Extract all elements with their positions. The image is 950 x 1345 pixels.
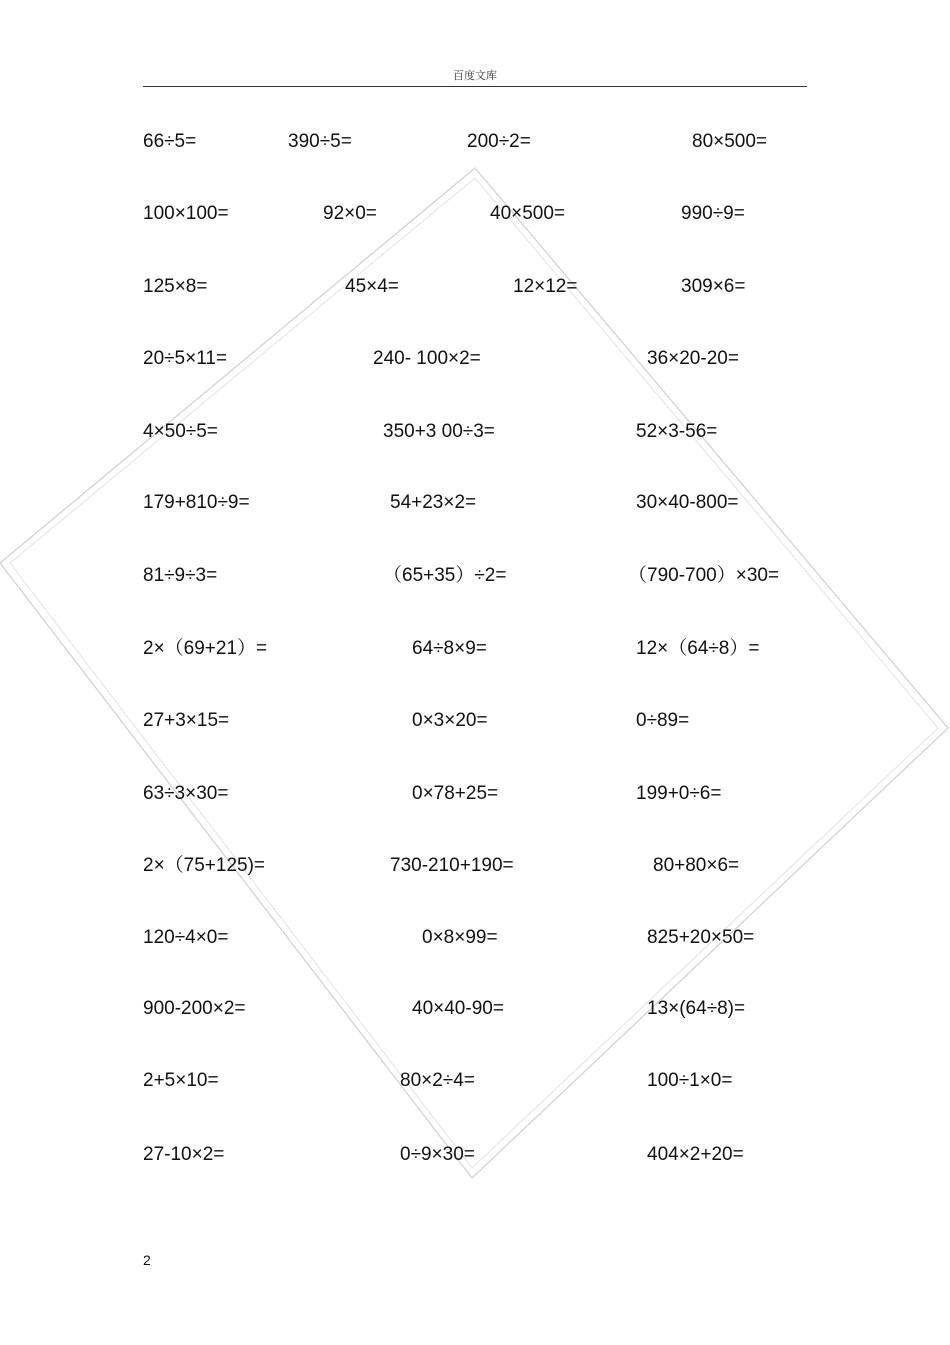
math-problem: 179+810÷9=: [143, 492, 250, 513]
math-problem: 2+5×10=: [143, 1070, 219, 1091]
math-problem: 0÷89=: [636, 710, 690, 731]
page-number: 2: [143, 1252, 151, 1268]
math-problem: 390÷5=: [288, 131, 352, 152]
math-problem: 27-10×2=: [143, 1144, 225, 1165]
math-problem: （65+35）÷2=: [383, 565, 507, 586]
math-problem: 64÷8×9=: [412, 638, 487, 659]
math-problem: 40×40-90=: [412, 998, 504, 1019]
math-problem: 200÷2=: [467, 131, 531, 152]
math-problem: 80×500=: [692, 131, 768, 152]
math-problem: 350+3 00÷3=: [383, 421, 495, 442]
math-problem: 54+23×2=: [390, 492, 477, 513]
math-problem: 2×（75+125)=: [143, 855, 266, 876]
math-problem: 240- 100×2=: [373, 348, 481, 369]
math-problem: 900-200×2=: [143, 998, 246, 1019]
math-problem: 45×4=: [345, 276, 399, 297]
math-problem: 730-210+190=: [390, 855, 514, 876]
math-problem: 125×8=: [143, 276, 208, 297]
math-problem: 0÷9×30=: [400, 1144, 475, 1165]
math-problem: 20÷5×11=: [143, 348, 228, 369]
math-problem: 0×78+25=: [412, 783, 499, 804]
math-problem: 100÷1×0=: [647, 1070, 733, 1091]
math-problem: （790-700）×30=: [628, 565, 780, 586]
math-problem: 990÷9=: [681, 203, 745, 224]
math-problem: 199+0÷6=: [636, 783, 722, 804]
math-problem: 404×2+20=: [647, 1144, 744, 1165]
math-problem: 30×40-800=: [636, 492, 739, 513]
math-problem: 0×8×99=: [422, 927, 498, 948]
math-problem: 52×3-56=: [636, 421, 718, 442]
math-problem: 13×(64÷8)=: [647, 998, 746, 1019]
math-problem: 309×6=: [681, 276, 746, 297]
math-problem: 80+80×6=: [653, 855, 740, 876]
math-problem: 80×2÷4=: [400, 1070, 475, 1091]
math-problem: 40×500=: [490, 203, 566, 224]
header-rule: [143, 86, 807, 87]
math-problem: 92×0=: [323, 203, 377, 224]
math-problem: 2×（69+21）=: [143, 638, 268, 659]
math-problem: 0×3×20=: [412, 710, 488, 731]
math-problem: 12×12=: [513, 276, 578, 297]
math-problem: 100×100=: [143, 203, 229, 224]
math-problem: 63÷3×30=: [143, 783, 229, 804]
math-problem: 36×20-20=: [647, 348, 739, 369]
math-problem: 12×（64÷8）=: [636, 638, 760, 659]
math-problem: 66÷5=: [143, 131, 197, 152]
math-problem: 4×50÷5=: [143, 421, 218, 442]
math-problem: 27+3×15=: [143, 710, 230, 731]
math-problem: 825+20×50=: [647, 927, 755, 948]
math-problem: 120÷4×0=: [143, 927, 229, 948]
math-problem: 81÷9÷3=: [143, 565, 218, 586]
header-title: 百度文库: [453, 69, 497, 82]
